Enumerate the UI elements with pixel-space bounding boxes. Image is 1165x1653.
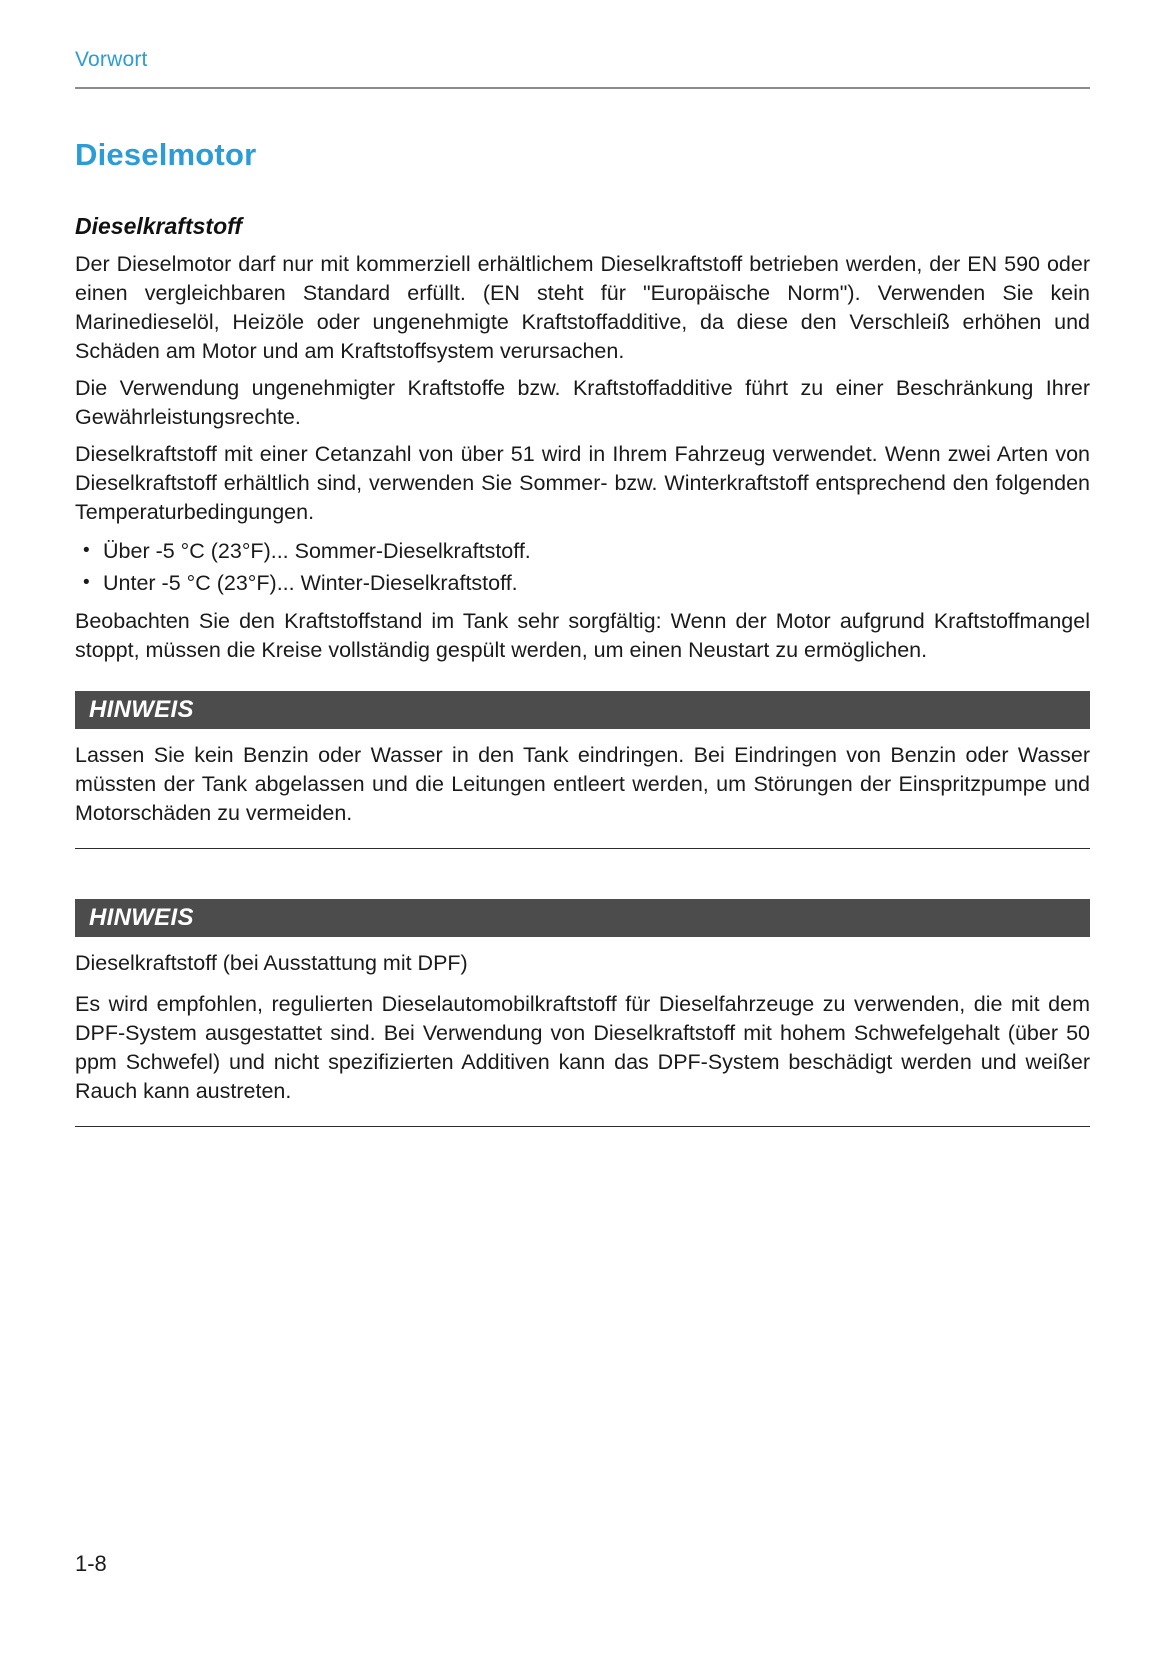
notice-header-bar [75, 899, 1090, 937]
notice-header-bar [75, 691, 1090, 729]
page-header [75, 48, 1090, 89]
section-body [75, 250, 1090, 527]
bullet-icon: • [83, 540, 90, 561]
body-paragraph: Beobachten Sie den Kraftstoffstand im Tank sehr sorgfältig: Wenn der Motor aufgrund Kraftstoffmangel stoppt, müssen die Kreise vollständig gespült werden, um einen Neustart zu ermöglichen. [75, 609, 1090, 662]
temperature-bullet-list [75, 535, 1090, 599]
page-number: 1-8 [75, 1551, 107, 1576]
body-paragraph: Dieselkraftstoff mit einer Cetanzahl von über 51 wird in Ihrem Fahrzeug verwendet. Wenn zwei Arten von Dieselkraftstoff erhältlich sind, verwenden Sie Sommer- bzw. Winterkraftstoff entsprechend den folgenden Temperaturbedingungen. [75, 442, 1090, 524]
notice-paragraph: Dieselkraftstoff (bei Ausstattung mit DPF) [75, 951, 468, 975]
notice-body [75, 949, 1090, 1106]
list-item-text: Über -5 °C (23°F)... Sommer-Dieselkraftstoff. [103, 539, 531, 563]
list-item-text: Unter -5 °C (23°F)... Winter-Dieselkraftstoff. [103, 571, 518, 595]
notice-box-dpf [75, 899, 1090, 1127]
notice-label: HINWEIS [89, 696, 194, 723]
notice-divider [75, 848, 1090, 849]
notice-label: HINWEIS [89, 904, 194, 931]
section-closing [75, 607, 1090, 665]
section-heading: Dieselkraftstoff [75, 213, 243, 239]
list-item [75, 567, 1090, 599]
notice-box-fuel [75, 691, 1090, 849]
breadcrumb: Vorwort [75, 48, 148, 71]
bullet-icon: • [83, 572, 90, 593]
notice-body [75, 741, 1090, 828]
body-paragraph: Der Dieselmotor darf nur mit kommerziell erhältlichem Dieselkraftstoff betrieben werden, der EN 590 oder einen vergleichbaren Standard erfüllt. (EN steht für "Europäische Norm"). Verwenden Sie kein Marinedieselöl, Heizöle oder ungenehmigte Kraftstoffadditive, da diese den Verschleiß erhöhen und Schäden am Motor und am Kraftstoffsystem verursachen. [75, 252, 1090, 363]
page-title: Dieselmotor [75, 137, 257, 172]
header-divider [75, 87, 1090, 89]
notice-divider [75, 1126, 1090, 1127]
notice-paragraph: Es wird empfohlen, regulierten Dieselautomobilkraftstoff für Dieselfahrzeuge zu verwenden, die mit dem DPF-System ausgestattet sind. Bei Verwendung von Dieselkraftstoff mit hohem Schwefelgehalt (über 50 ppm Schwefel) und nicht spezifizierten Additiven kann das DPF-System beschädigt werden und weißer Rauch kann austreten. [75, 992, 1090, 1103]
list-item [75, 535, 1090, 567]
notice-paragraph: Lassen Sie kein Benzin oder Wasser in den Tank eindringen. Bei Eindringen von Benzin oder Wasser müssten der Tank abgelassen und die Leitungen entleert werden, um Störungen der Einspritzpumpe und Motorschäden zu vermeiden. [75, 743, 1090, 825]
body-paragraph: Die Verwendung ungenehmigter Kraftstoffe bzw. Kraftstoffadditive führt zu einer Beschränkung Ihrer Gewährleistungsrechte. [75, 376, 1090, 429]
